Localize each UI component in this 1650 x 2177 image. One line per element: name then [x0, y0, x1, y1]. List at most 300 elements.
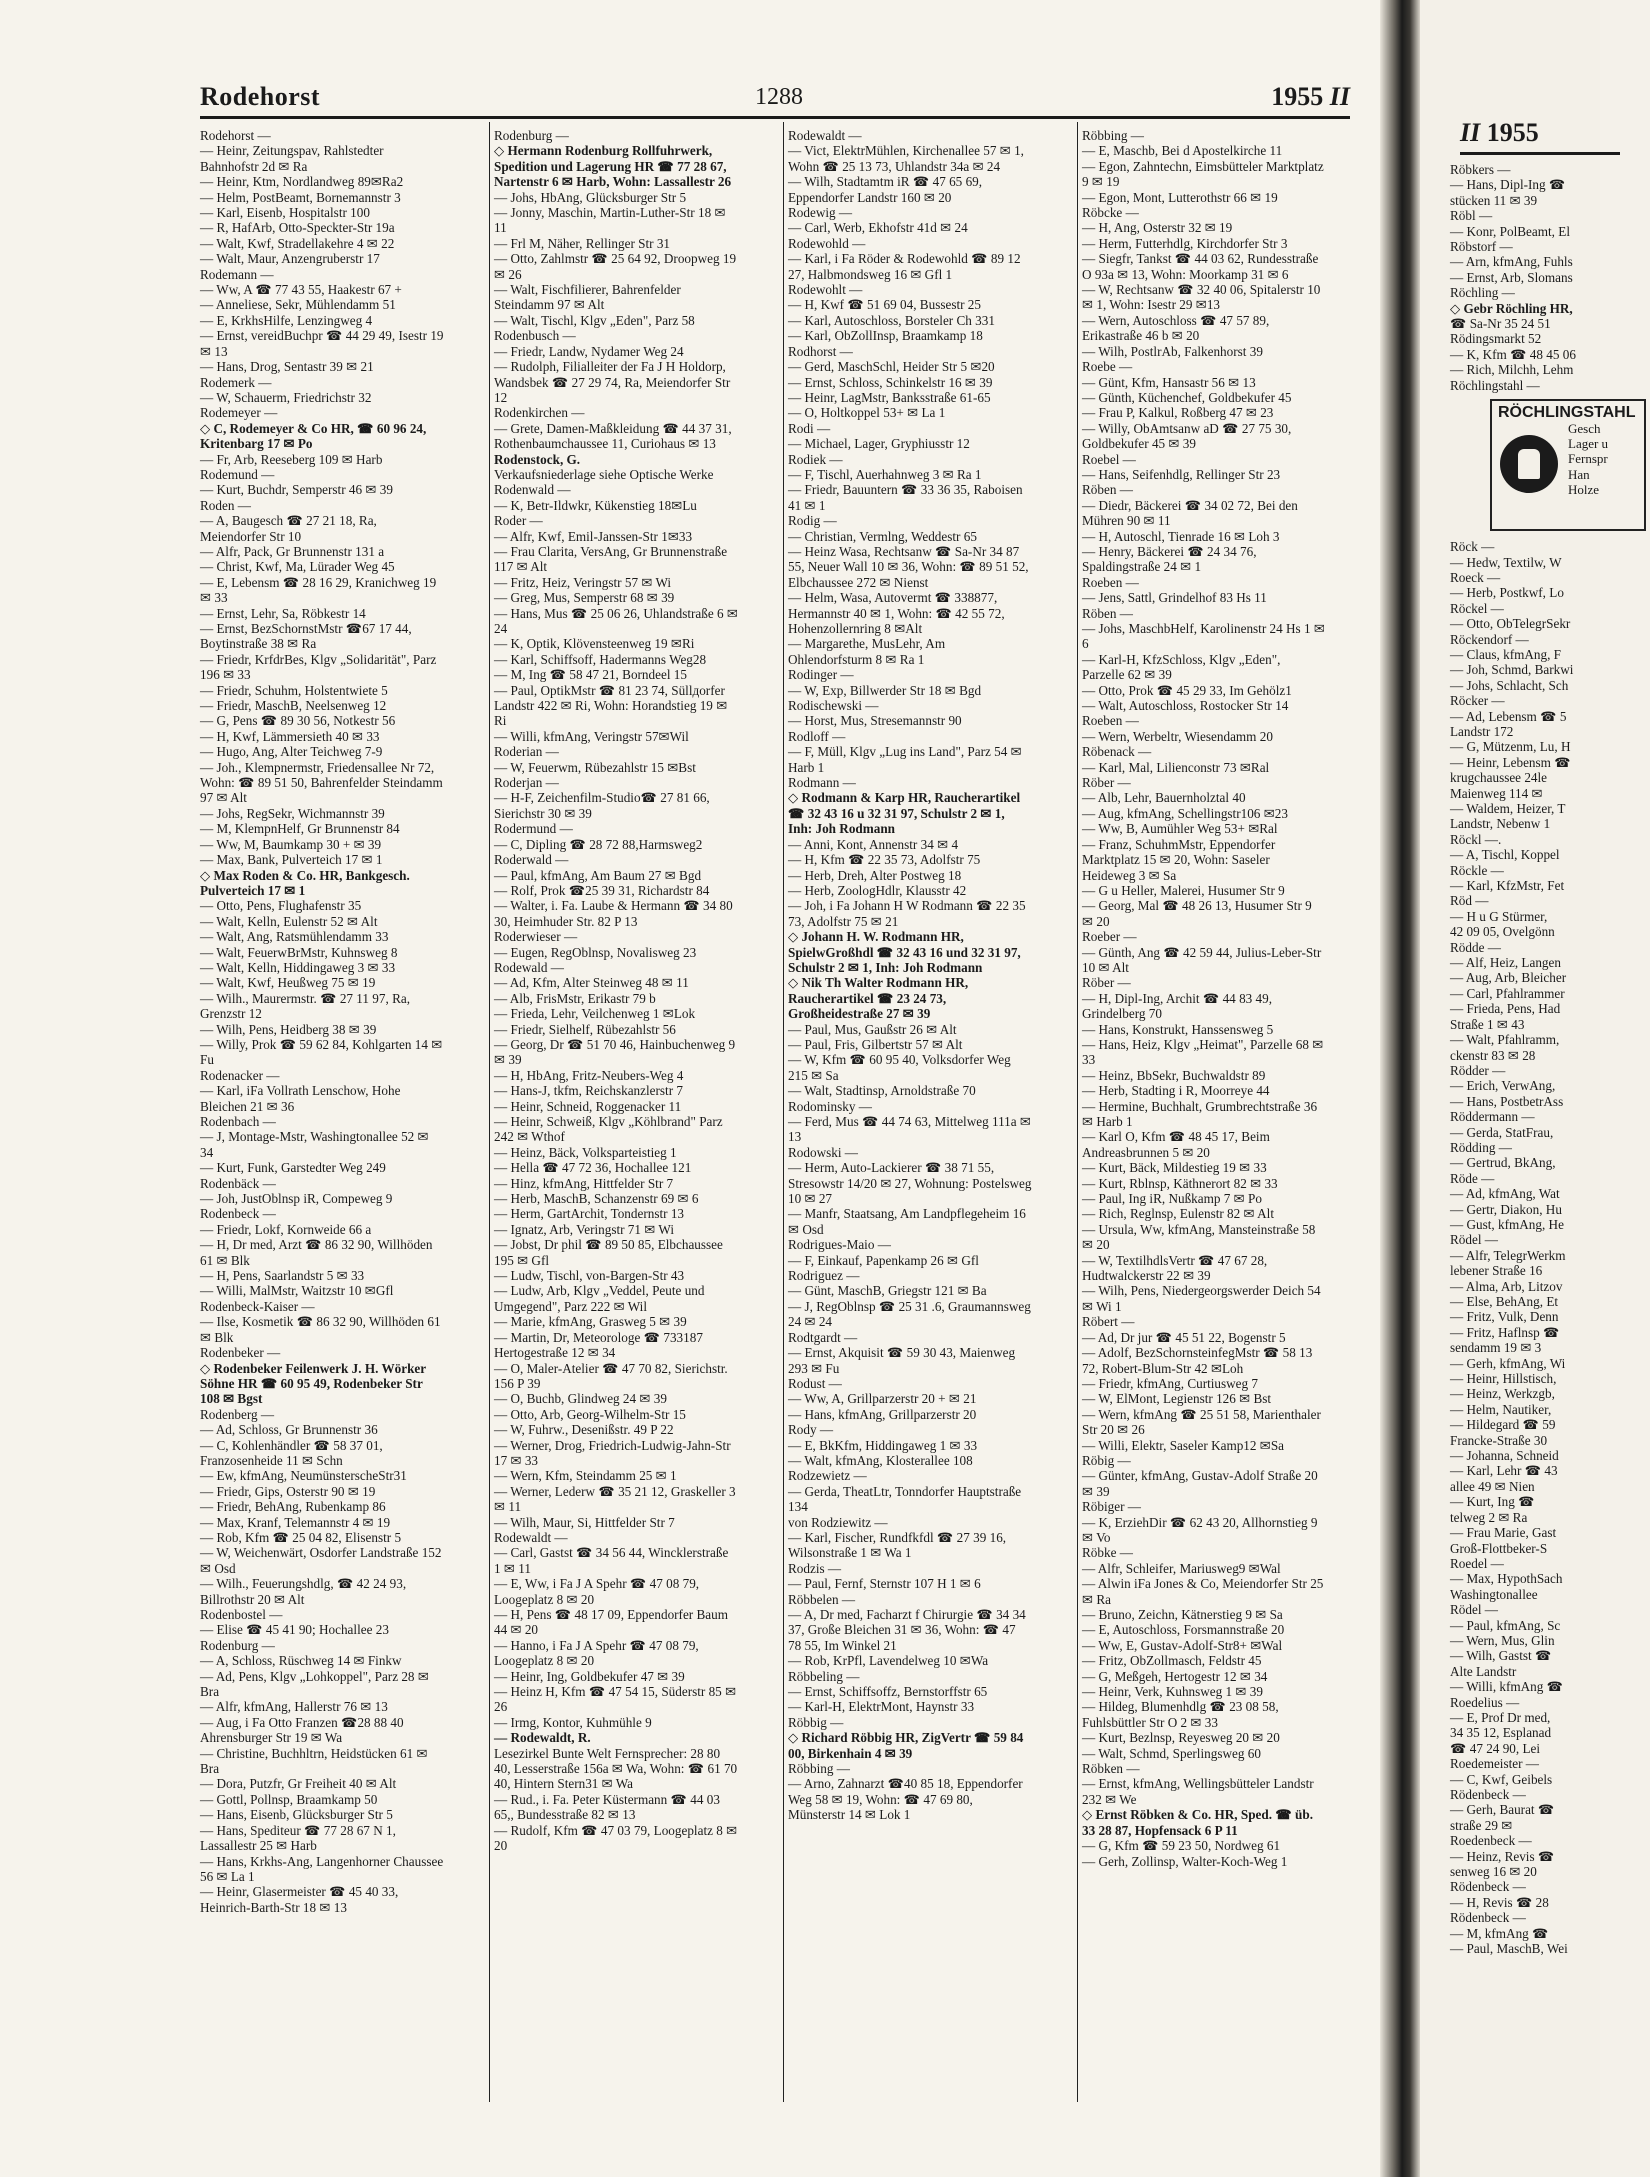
surname-heading: Rödel — — [1450, 1602, 1498, 1618]
surname-heading: Rodischewski — — [788, 698, 879, 714]
facing-page-header — [1460, 118, 1539, 148]
company-logo-icon — [1500, 435, 1558, 493]
directory-entry: — Karl, Schiffsoff, Hadermanns Weg28 — [494, 651, 707, 667]
surname-heading: Röddermann — — [1450, 1109, 1535, 1125]
surname-heading: Rodewohld — — [788, 235, 866, 251]
surname-heading: Rödding — — [1450, 1139, 1512, 1155]
roechling-advertisement — [1490, 399, 1646, 531]
ad-line: Han — [1568, 466, 1590, 482]
ad-line: Holze — [1568, 482, 1600, 498]
surname-heading: Rodenbusch — — [494, 328, 576, 344]
directory-entry: — Ludw, Tischl, von-Bargen-Str 43 — [494, 1268, 685, 1284]
surname-heading: Rodewald — — [494, 959, 564, 975]
directory-entry: — F, Tischl, Auerhahnweg 3 ✉ Ra 1 — [788, 466, 982, 482]
surname-heading: Roedemeister — — [1450, 1756, 1539, 1772]
directory-entry: — Hinz, kfmAng, Hittfelder Str 7 — [494, 1175, 674, 1191]
directory-entry: — Friedr, Landw, Nydamer Weg 24 — [494, 343, 684, 359]
directory-entry: — Walt, Kelln, Hiddingaweg 3 ✉ 33 — [200, 959, 396, 975]
directory-entry: — Gertrud, BkAng, — [1450, 1155, 1556, 1171]
directory-entry: — Hildeg, Blumenhdlg ☎ 23 08 58, Fuhlsbüttler Str O 2 ✉ 33 — [1082, 1699, 1279, 1730]
directory-entry: — O, Buchb, Glindweg 24 ✉ 39 — [494, 1391, 667, 1407]
directory-entry: Alte Landstr — [1450, 1663, 1517, 1679]
surname-heading: Rodi — — [788, 420, 831, 436]
directory-entry: — Hans, Konstrukt, Hanssensweg 5 — [1082, 1021, 1274, 1037]
surname-heading: Rodenbeck-Kaiser — — [200, 1298, 315, 1314]
surname-heading: Rodenbeker — — [200, 1345, 281, 1361]
directory-entry: — Günth, Ang ☎ 42 59 44, Julius-Leber-Str 10 ✉ Alt — [1082, 944, 1322, 975]
directory-entry: — Helm, Wasa, Autovermt ☎ 338877, Hermannstr 40 ✉ 1, Wohn: ☎ 42 55 72, Hohenzollernring 8 ✉Alt — [788, 590, 1005, 636]
surname-heading: Rodriguez — — [788, 1268, 860, 1284]
surname-heading: Röbenack — — [1082, 744, 1152, 760]
surname-heading: Rodinger — — [788, 667, 854, 683]
directory-entry: — Irmg, Kontor, Kuhmühle 9 — [494, 1714, 652, 1730]
directory-entry: — Wilh, Pens, Niedergeorgswerder Deich 54 ✉ Wi 1 — [1082, 1283, 1321, 1314]
directory-entry: — Walt, Kelln, Eulenstr 52 ✉ Alt — [200, 913, 378, 929]
column-divider — [783, 122, 784, 2102]
directory-entry: — O, Holtkoppel 53+ ✉ La 1 — [788, 405, 946, 421]
directory-entry: — Ad, Dr jur ☎ 45 51 22, Bogenstr 5 — [1082, 1329, 1286, 1345]
surname-heading: Röbl — — [1450, 208, 1493, 224]
directory-entry: — W, Weichenwärt, Osdorfer Landstraße 152 ✉ Osd — [200, 1545, 442, 1576]
directory-entry: — Willy, Prok ☎ 59 62 84, Kohlgarten 14 ✉ Fu — [200, 1036, 443, 1068]
directory-entry: — Anni, Kont, Annenstr 34 ✉ 4 — [788, 836, 959, 852]
ad-line: Lager u — [1568, 435, 1609, 451]
directory-entry: — Ernst, Schloss, Schinkelstr 16 ✉ 39 — [788, 374, 993, 390]
directory-entry: — A, Tischl, Koppel — [1450, 847, 1560, 863]
directory-entry: — Aug, Arb, Bleicher — [1450, 970, 1567, 986]
surname-heading: Roedel — — [1450, 1555, 1504, 1571]
directory-entry: — Wern, Mus, Glin — [1450, 1632, 1555, 1648]
surname-heading: Rodewaldt — — [494, 1529, 568, 1545]
surname-heading: Rodemerk — — [200, 374, 272, 390]
column-1 — [200, 128, 444, 1915]
directory-entry: — Wern, kfmAng ☎ 25 51 58, Marienthaler Str 20 ✉ 26 — [1082, 1406, 1321, 1438]
directory-entry: — K, Betr-Ildwkr, Kükenstieg 18✉Lu — [494, 497, 697, 513]
directory-entry: ◇ Ernst Röbken & Co. HR, Sped. ☎ üb. 33 28 87, Hopfensack 6 P 11 — [1082, 1807, 1314, 1838]
directory-entry: — H, Pens ☎ 48 17 09, Eppendorfer Baum 44 ✉ 20 — [494, 1607, 728, 1638]
directory-entry: — Helm, Nautiker, — [1450, 1401, 1552, 1417]
directory-entry: — Carl, Werb, Ekhofstr 41d ✉ 24 — [788, 220, 968, 236]
directory-entry: — Walt, Fischfilierer, Bahrenfelder Steindamm 97 ✉ Alt — [494, 282, 681, 313]
directory-entry: — Günth, Küchenchef, Goldbekufer 45 — [1082, 389, 1292, 405]
directory-entry: — Hans, Dipl-Ing ☎ — [1450, 177, 1566, 193]
surname-heading: Röbiger — — [1082, 1499, 1141, 1515]
directory-entry: — Horst, Mus, Stresemannstr 90 — [788, 713, 962, 729]
directory-entry: — Ww, A ☎ 77 43 55, Haakestr 67 + — [200, 282, 402, 298]
directory-entry: — Ww, E, Gustav-Adolf-Str8+ ✉Wal — [1082, 1637, 1283, 1653]
directory-entry: — C, Kohlenhändler ☎ 58 37 01, Franzosenheide 11 ✉ Schn — [200, 1437, 383, 1468]
directory-entry: — M, KlempnHelf, Gr Brunnenstr 84 — [200, 821, 400, 837]
directory-entry: — Ww, B, Aumühler Weg 53+ ✉Ral — [1082, 821, 1278, 837]
directory-entry: — Alb, Lehr, Bauernholztal 40 — [1082, 790, 1246, 806]
surname-heading: Rodenbeck — — [200, 1206, 276, 1222]
surname-heading: Röbstorf — — [1450, 239, 1513, 255]
directory-entry: — Johs, Schlacht, Sch — [1450, 677, 1569, 693]
directory-entry: — Walter, i. Fa. Laube & Hermann ☎ 34 80 30, Heimhuder Str. 82 P 13 — [494, 898, 733, 929]
directory-entry: — Herm, Auto-Lackierer ☎ 38 71 55, Stresowstr 14/20 ✉ 27, Wohnung: Postelsweg 10 ✉ 27 — [788, 1160, 1032, 1207]
directory-entry: — Helm, PostBeamt, Bornemannstr 3 — [200, 189, 401, 205]
page-header — [200, 72, 1350, 112]
directory-entry: — Heinz, Revis ☎ — [1450, 1848, 1555, 1864]
directory-entry: — Gerh, kfmAng, Wi — [1450, 1355, 1566, 1371]
directory-entry: — Willy, ObAmtsanw aD ☎ 27 75 30, Goldbekufer 45 ✉ 39 — [1082, 420, 1292, 452]
directory-entry: — Christian, Vermlng, Weddestr 65 — [788, 528, 977, 544]
directory-entry: — H, Dipl-Ing, Archit ☎ 44 83 49, Grindelberg 70 — [1082, 990, 1273, 1022]
directory-entry: — H, Ang, Osterstr 32 ✉ 19 — [1082, 220, 1233, 236]
surname-heading: Röbbelen — — [788, 1591, 856, 1607]
directory-entry: — Joh., Klempnermstr, Friedensallee Nr 72, Wohn: ☎ 89 51 50, Bahrenfelder Steindamm 97 ✉ Alt — [200, 759, 443, 806]
directory-entry: — R, HafArb, Otto-Speckter-Str 19a — [200, 220, 395, 236]
directory-entry: — Ernst, Lehr, Sa, Röbkestr 14 — [200, 605, 366, 621]
directory-entry: — Dora, Putzfr, Gr Freiheit 40 ✉ Alt — [200, 1776, 397, 1792]
surname-heading: Rodemeyer — — [200, 405, 278, 421]
directory-entry: — E, Prof Dr med, — [1450, 1709, 1551, 1725]
directory-entry: — Fritz, ObZollmasch, Feldstr 45 — [1082, 1653, 1262, 1669]
directory-entry: — Wilh, Gastst ☎ — [1450, 1648, 1552, 1664]
surname-heading: Röcker — — [1450, 693, 1505, 709]
directory-entry: — Wern, Kfm, Steindamm 25 ✉ 1 — [494, 1468, 677, 1484]
directory-entry: — Otto, Prok ☎ 45 29 33, Im Gehölz1 — [1082, 682, 1292, 698]
surname-heading: Rody — — [788, 1422, 834, 1438]
column-3 — [788, 128, 1032, 1823]
surname-heading: Röben — — [1082, 482, 1133, 498]
directory-entry: — E, KrkhsHilfe, Lenzingweg 4 — [200, 312, 373, 328]
column-divider — [1077, 122, 1078, 2102]
directory-entry: — Hans, Spediteur ☎ 77 28 67 N 1, Lassallestr 25 ✉ Harb — [200, 1822, 396, 1854]
directory-entry: — Jobst, Dr phil ☎ 89 50 85, Elbchaussee 195 ✉ Gfl — [494, 1237, 723, 1268]
surname-heading: Röbke — — [1082, 1545, 1133, 1561]
directory-entry: Röckl —. — [1450, 831, 1502, 847]
directory-entry: — H, HbAng, Fritz-Neubers-Weg 4 — [494, 1067, 684, 1083]
directory-entry: — Arno, Zahnarzt ☎40 85 18, Eppendorfer Weg 58 ✉ 19, Wohn: ☎ 47 69 80, Münsterstr 14 ✉ Lok 1 — [788, 1776, 1023, 1823]
directory-entry: krugchaussee 24le — [1450, 770, 1548, 786]
directory-entry: — Rob, Kfm ☎ 25 04 82, Elisenstr 5 — [200, 1529, 402, 1545]
directory-entry: — Ilse, Kosmetik ☎ 86 32 90, Willhöden 61 ✉ Blk — [200, 1314, 441, 1345]
directory-entry: — Ew, kfmAng, NeumünsterscheStr31 — [200, 1468, 407, 1484]
year-volume — [1271, 82, 1350, 112]
directory-entry: 42 09 05, Ovelgönn — [1450, 924, 1555, 940]
directory-entry: — Otto, Arb, Georg-Wilhelm-Str 15 — [494, 1406, 686, 1422]
directory-entry: — Johs, HbAng, Glücksburger Str 5 — [494, 189, 687, 205]
directory-entry: — Ernst, Akquisit ☎ 59 30 43, Maienweg 293 ✉ Fu — [788, 1345, 1016, 1376]
directory-entry: — Günter, kfmAng, Gustav-Adolf Straße 20 ✉ 39 — [1082, 1468, 1318, 1499]
directory-entry: — Otto, ObTelegrSekr — [1450, 616, 1571, 632]
directory-entry: — Christine, Buchhltrn, Heidstücken 61 ✉ Bra — [200, 1745, 428, 1777]
directory-entry: — Paul, Ing iR, Nußkamp 7 ✉ Po — [1082, 1191, 1262, 1207]
directory-entry: Lesezirkel Bunte Welt Fernsprecher: 28 80 40, Lesserstraße 156a ✉ Wa, Wohn: ☎ 61 70 40, Hintern Stern31 ✉ Wa — [494, 1745, 738, 1792]
directory-entry: — Heinr, Hillstisch, — [1450, 1371, 1557, 1387]
directory-entry: — W, Exp, Billwerder Str 18 ✉ Bgd — [788, 682, 982, 698]
surname-heading: Roderwald — — [494, 852, 569, 868]
directory-entry: — Ernst, kfmAng, Wellingsbütteler Landstr 232 ✉ We — [1082, 1776, 1314, 1807]
surname-heading: Rodzewietz — — [788, 1468, 867, 1484]
directory-entry: — Fritz, Vulk, Denn — [1450, 1309, 1559, 1325]
directory-entry: — Johs, RegSekr, Wichmannstr 39 — [200, 805, 385, 821]
directory-entry: — H, Pens, Saarlandstr 5 ✉ 33 — [200, 1268, 365, 1284]
directory-entry: — Walt, Schmd, Sperlingsweg 60 — [1082, 1745, 1261, 1761]
directory-entry: — Friedr, Bauuntern ☎ 33 36 35, Raboisen 41 ✉ 1 — [788, 482, 1023, 513]
surname-heading: Rodhorst — — [788, 343, 853, 359]
directory-entry: ◇ Max Roden & Co. HR, Bankgesch. Pulverteich 17 ✉ 1 — [200, 867, 410, 898]
directory-entry: — M, kfmAng ☎ — [1450, 1925, 1549, 1941]
directory-entry: — Erich, VerwAng, — [1450, 1078, 1556, 1094]
surname-heading: Rodominsky — — [788, 1098, 872, 1114]
directory-entry: — Walt, Stadtinsp, Arnoldstraße 70 — [788, 1083, 976, 1099]
directory-entry: — Karl O, Kfm ☎ 48 45 17, Beim Andreasbrunnen 5 ✉ 20 — [1082, 1129, 1270, 1160]
directory-entry: — Wilh, PostlrAb, Falkenhorst 39 — [1082, 343, 1263, 359]
ad-line: Gesch — [1568, 420, 1601, 436]
directory-entry: — Ursula, Ww, kfmAng, Mansteinstraße 58 ✉ 20 — [1082, 1221, 1316, 1253]
directory-entry: — Karl, iFa Vollrath Lenschow, Hohe Bleichen 21 ✉ 36 — [200, 1083, 401, 1114]
surname-heading: Rodenburg — — [494, 128, 569, 143]
directory-entry: — Fritz, Heiz, Veringstr 57 ✉ Wi — [494, 574, 672, 590]
directory-entry: ckenstr 83 ✉ 28 — [1450, 1047, 1536, 1063]
surname-heading: Roeben — — [1082, 574, 1139, 590]
directory-entry: — Ernst, Arb, Slomans — [1450, 269, 1573, 285]
directory-entry: — G, Mützenm, Lu, H — [1450, 739, 1571, 755]
directory-entry: — Arn, kfmAng, Fuhls — [1450, 254, 1573, 270]
directory-entry: — Joh, JustOblnsp iR, Compeweg 9 — [200, 1191, 393, 1207]
directory-entry: — Herb, MaschB, Schanzenstr 69 ✉ 6 — [494, 1191, 699, 1207]
directory-entry: — W, Schauerm, Friedrichstr 32 — [200, 389, 372, 405]
directory-entry: — Hans, Eisenb, Glücksburger Str 5 — [200, 1807, 393, 1823]
directory-entry: — Elise ☎ 45 41 90; Hochallee 23 — [200, 1622, 389, 1638]
directory-entry: ◇ Johann H. W. Rodmann HR, SpielwGroßhdl ☎ 32 43 16 und 32 31 97, Schulstr 2 ✉ 1, Inh: Joh Rodmann — [788, 929, 1021, 975]
directory-entry: — Johs, MaschbHelf, Karolinenstr 24 Hs 1 ✉ 6 — [1082, 621, 1325, 652]
directory-entry: — Johanna, Schneid — [1450, 1448, 1559, 1464]
directory-entry: — Hans, Krkhs-Ang, Langenhorner Chaussee 56 ✉ La 1 — [200, 1853, 444, 1884]
surname-heading: Roebel — — [1082, 451, 1136, 467]
directory-entry: — Konr, PolBeamt, El — [1450, 223, 1570, 239]
directory-entry: — Max, Kranf, Telemannstr 4 ✉ 19 — [200, 1514, 391, 1530]
directory-entry: — Wilh, Maur, Si, Hittfelder Str 7 — [494, 1514, 675, 1530]
directory-entry: — Willi, MalMstr, Waitzstr 10 ✉Gfl — [200, 1283, 394, 1299]
directory-entry: — Heinz Wasa, Rechtsanw ☎ Sa-Nr 34 87 55, Neuer Wall 10 ✉ 36, Wohn: ☎ 89 51 52, Elbchaussee 272 ✉ Nienst — [788, 543, 1029, 590]
directory-entry: — Willi, kfmAng, Veringstr 57✉Wil — [494, 728, 689, 744]
directory-entry: — Alwin iFa Jones & Co, Meiendorfer Str 25 ✉ Ra — [1082, 1576, 1324, 1607]
surname-heading: Rodiek — — [788, 451, 843, 467]
directory-entry: — Joh, i Fa Johann H W Rodmann ☎ 22 35 73, Adolfstr 75 ✉ 21 — [788, 898, 1026, 929]
directory-entry: — Heinr, Zeitungspav, Rahlstedter Bahnhofstr 2d ✉ Ra — [200, 143, 384, 174]
directory-entry: — Martin, Dr, Meteorologe ☎ 733187 Hertogestraße 12 ✉ 34 — [494, 1329, 703, 1361]
directory-entry: — Rich, Milchh, Lehm — [1450, 362, 1574, 378]
directory-entry: — Kurt, Ing ☎ — [1450, 1494, 1535, 1510]
directory-entry: — Ernst, vereidBuchpr ☎ 44 29 49, Isestr 19 ✉ 13 — [200, 328, 444, 359]
directory-entry: — Werner, Lederw ☎ 35 21 12, Graskeller 3 ✉ 11 — [494, 1483, 736, 1515]
directory-entry: — Alfr, Kwf, Emil-Janssen-Str 1✉33 — [494, 528, 693, 544]
directory-entry: — Fr, Arb, Reeseberg 109 ✉ Harb — [200, 451, 383, 467]
directory-entry: — Wern, Autoschloss ☎ 47 57 89, Erikastraße 46 b ✉ 20 — [1082, 312, 1270, 344]
book-spine-shadow — [1380, 0, 1420, 2177]
surname-heading: Rodemann — — [200, 266, 274, 282]
directory-entry: — Frieda, Lehr, Veilchenweg 1 ✉Lok — [494, 1006, 696, 1022]
surname-heading: Röckel — — [1450, 600, 1504, 616]
surname-heading: Röbbig — — [788, 1714, 844, 1730]
directory-entry: — Paul, kfmAng, Am Baum 27 ✉ Bgd — [494, 867, 702, 883]
directory-entry: — Frau P, Kalkul, Roßberg 47 ✉ 23 — [1082, 405, 1274, 421]
directory-entry: — Walt, kfmAng, Klosterallee 108 — [788, 1452, 973, 1468]
surname-heading: Rodewig — — [788, 205, 853, 221]
directory-entry: — A, Baugesch ☎ 27 21 18, Ra, Meiendorfer Str 10 — [200, 513, 377, 544]
surname-heading: Rodenbach — — [200, 1114, 276, 1129]
directory-entry: — W, Feuerwm, Rübezahlstr 15 ✉Bst — [494, 759, 696, 775]
directory-entry: — Alfr, Schleifer, Mariusweg9 ✉Wal — [1082, 1560, 1281, 1576]
surname-heading: Rodmann — — [788, 775, 856, 791]
directory-entry: — Heinr, LagMstr, Banksstraße 61-65 — [788, 389, 991, 405]
directory-entry: — Jens, Sattl, Grindelhof 83 Hs 11 — [1082, 590, 1267, 606]
directory-entry: — Ad, Pens, Klgv „Lohkoppel", Parz 28 ✉ Bra — [200, 1668, 429, 1700]
directory-entry: — Werner, Drog, Friedrich-Ludwig-Jahn-Str 17 ✉ 33 — [494, 1437, 731, 1468]
directory-entry: — Ernst, BezSchornstMstr ☎67 17 44, Boytinstraße 38 ✉ Ra — [200, 621, 412, 652]
directory-entry: straße 29 ✉ — [1450, 1817, 1513, 1833]
surname-heading: Rodenberg — — [200, 1406, 275, 1422]
directory-entry: lebener Straße 16 — [1450, 1263, 1543, 1279]
directory-entry: — Willi, Elektr, Saseler Kamp12 ✉Sa — [1082, 1437, 1285, 1453]
directory-entry: — Herb, Stadting i R, Moorreye 44 — [1082, 1083, 1270, 1099]
surname-heading: Rodewaldt — — [788, 128, 862, 143]
directory-entry: — Hans, Mus ☎ 25 06 26, Uhlandstraße 6 ✉ 24 — [494, 605, 738, 636]
surname-heading: Röbbing — — [1082, 128, 1144, 143]
directory-entry: — Rudolf, Kfm ☎ 47 03 79, Loogeplatz 8 ✉ 20 — [494, 1822, 738, 1854]
directory-entry: — Ludw, Arb, Klgv „Veddel, Peute und Umgegend", Parz 222 ✉ Wil — [494, 1283, 705, 1314]
directory-entry: — Günt, Kfm, Hansastr 56 ✉ 13 — [1082, 374, 1256, 390]
directory-entry: — K, ErziehDir ☎ 62 43 20, Allhornstieg 9 ✉ Vo — [1082, 1514, 1318, 1545]
directory-entry: — Kurt, Rblnsp, Käthnerort 82 ✉ 33 — [1082, 1175, 1278, 1191]
directory-entry: — Ww, M, Baumkamp 30 + ✉ 39 — [200, 836, 382, 852]
directory-entry: — H, Autoschl, Tienrade 16 ✉ Loh 3 — [1082, 528, 1280, 544]
directory-entry: — Hans, kfmAng, Grillparzerstr 20 — [788, 1406, 977, 1422]
directory-entry: — Georg, Dr ☎ 51 70 46, Hainbuchenweg 9 ✉ 39 — [494, 1036, 736, 1068]
directory-entry: — Kurt, Bäck, Mildestieg 19 ✉ 33 — [1082, 1160, 1267, 1176]
page-number: 1288 — [755, 84, 803, 110]
directory-entry: senweg 16 ✉ 20 — [1450, 1864, 1537, 1880]
directory-entry: — Ignatz, Arb, Veringstr 71 ✉ Wi — [494, 1221, 674, 1237]
directory-entry: — Paul, Mus, Gaußstr 26 ✉ Alt — [788, 1021, 957, 1037]
surname-heading: Roebe — — [1082, 359, 1133, 375]
directory-entry: — K, Kfm ☎ 48 45 06 — [1450, 346, 1576, 362]
surname-heading: Rodewohlt — — [788, 282, 863, 298]
directory-entry: — Ad, Lebensm ☎ 5 — [1450, 708, 1567, 724]
directory-entry: — Heinr, Ing, Goldbekufer 47 ✉ 39 — [494, 1668, 685, 1684]
directory-entry: — Alma, Arb, Litzov — [1450, 1278, 1563, 1294]
directory-entry: Verkaufsniederlage siehe Optische Werke — [494, 466, 714, 482]
surname-heading: Röd — — [1450, 893, 1489, 909]
surname-heading: Rodrigues-Maio — — [788, 1237, 891, 1253]
surname-heading: Röckle — — [1450, 862, 1504, 878]
directory-entry: stücken 11 ✉ 39 — [1450, 192, 1538, 208]
surname-heading: Rodzis — — [788, 1560, 842, 1576]
directory-entry: — G, Meßgeh, Hertogestr 12 ✉ 34 — [1082, 1668, 1268, 1684]
directory-entry: — Paul, OptikMstr ☎ 81 23 74, Süllдorfer Landstr 422 ✉ Ri, Wohn: Horandstieg 19 ✉ Ri — [494, 682, 728, 729]
surname-heading: Roderian — — [494, 744, 559, 760]
surname-heading: Rodenbostel — — [200, 1607, 283, 1622]
directory-entry: — Wilh, Stadtamtm iR ☎ 47 65 69, Eppendorfer Landstr 160 ✉ 20 — [788, 174, 983, 205]
directory-entry: — E, Maschb, Bei d Apostelkirche 11 — [1082, 143, 1283, 159]
surname-heading: Roden — — [200, 497, 251, 513]
directory-entry: — Siegfr, Tankst ☎ 44 03 62, Rundesstraße O 93a ✉ 13, Wohn: Moorkamp 31 ✉ 6 — [1082, 251, 1319, 282]
directory-entry: — E, BkKfm, Hiddingaweg 1 ✉ 33 — [788, 1437, 978, 1453]
directory-entry: — Hedw, Textilw, W — [1450, 554, 1562, 570]
directory-entry: — Marie, kfmAng, Grasweg 5 ✉ 39 — [494, 1314, 687, 1330]
directory-entry: — Georg, Mal ☎ 48 26 13, Husumer Str 9 ✉ 20 — [1082, 898, 1312, 929]
surname-heading: Röben — — [1082, 605, 1133, 621]
surname-heading: Rodermund — — [494, 821, 573, 837]
directory-entry: ◇ Richard Röbbig HR, ZigVertr ☎ 59 84 00, Birkenhain 4 ✉ 39 — [788, 1730, 1024, 1761]
facing-page — [1420, 0, 1636, 2177]
column-4 — [1082, 128, 1326, 1869]
directory-entry: — W, TextilhdlsVertr ☎ 47 67 28, Hudtwalckerstr 22 ✉ 39 — [1082, 1252, 1268, 1284]
directory-entry: — C, Dipling ☎ 28 72 88,Harmsweg2 — [494, 836, 703, 852]
directory-entry: — Friedr, kfmAng, Curtiusweg 7 — [1082, 1375, 1259, 1391]
directory-entry: — Hans, Heiz, Klgv „Heimat", Parzelle 68 ✉ 33 — [1082, 1036, 1324, 1068]
directory-entry: 34 35 12, Esplanad — [1450, 1725, 1552, 1741]
directory-entry: — A, Schloss, Rüschweg 14 ✉ Finkw — [200, 1653, 402, 1669]
surname-heading: Rodehorst — — [200, 128, 271, 143]
directory-entry: — Manfr, Staatsang, Am Landpflegeheim 16 ✉ Osd — [788, 1206, 1026, 1237]
directory-entry: — Rodewaldt, R. — [494, 1730, 591, 1746]
directory-entry: — W, Rechtsanw ☎ 32 40 06, Spitalerstr 10 ✉ 1, Wohn: Isestr 29 ✉13 — [1082, 282, 1321, 313]
directory-entry: — Ad, kfmAng, Wat — [1450, 1186, 1560, 1202]
surname-heading: Rodenwald — — [494, 482, 571, 498]
surname-heading: Rödel — — [1450, 1232, 1498, 1248]
directory-entry: — A, Dr med, Facharzt f Chirurgie ☎ 34 34 37, Große Bleichen 31 ✉ 36, Wohn: ☎ 47 78 55, Im Winkel 21 — [788, 1607, 1026, 1653]
directory-entry: — Kurt, Bezlnsp, Reyesweg 20 ✉ 20 — [1082, 1730, 1280, 1746]
directory-entry: — Heinr, Schneid, Roggenacker 11 — [494, 1098, 682, 1114]
directory-entry: — Ww, A, Grillparzerstr 20 + ✉ 21 — [788, 1391, 977, 1407]
directory-entry: — E, Lebensm ☎ 28 16 29, Kranichweg 19 ✉ 33 — [200, 574, 437, 606]
directory-entry: ◇ Rodenbeker Feilenwerk J. H. Wörker Söhne HR ☎ 60 95 49, Rodenbeker Str 108 ✉ Bgst — [200, 1360, 426, 1407]
directory-entry: — Hanno, i Fa J A Spehr ☎ 47 08 79, Loogeplatz 8 ✉ 20 — [494, 1637, 699, 1669]
directory-entry: — Gerh, Baurat ☎ — [1450, 1802, 1555, 1818]
surname-heading: Rödenbeck — — [1450, 1879, 1526, 1895]
directory-entry: — C, Kwf, Geibels — [1450, 1771, 1553, 1787]
directory-entry: — G, Pens ☎ 89 30 56, Notkestr 56 — [200, 713, 396, 729]
directory-entry: — Frl M, Näher, Rellinger Str 31 — [494, 235, 671, 251]
directory-entry: — Michael, Lager, Gryphiusstr 12 — [788, 436, 970, 452]
directory-entry: — Günt, MaschB, Griegstr 121 ✉ Ba — [788, 1283, 987, 1299]
directory-entry: Washingtonallee — [1450, 1586, 1538, 1602]
directory-entry: — Friedr, KrfdrBes, Klgv „Solidarität", Parz 196 ✉ 33 — [200, 651, 437, 683]
directory-entry: — Karl, Fischer, Rundfkfdl ☎ 27 39 16, Wilsonstraße 1 ✉ Wa 1 — [788, 1529, 1007, 1561]
directory-entry: — Claus, kfmAng, F — [1450, 646, 1561, 662]
directory-entry: — Heinr, Ktm, Nordlandweg 89✉Ra2 — [200, 174, 404, 190]
directory-entry: — Egon, Mont, Lutterothstr 66 ✉ 19 — [1082, 189, 1278, 205]
directory-entry: — Heinz, Bäck, Volksparteistieg 1 — [494, 1144, 677, 1160]
directory-entry: — Gertr, Diakon, Hu — [1450, 1201, 1562, 1217]
directory-entry: — Walt, Maur, Anzengruberstr 17 — [200, 251, 380, 267]
directory-entry: — Carl, Gastst ☎ 34 56 44, Wincklerstraße 1 ✉ 11 — [494, 1545, 729, 1576]
directory-entry: — Friedr, MaschB, Neelsenweg 12 — [200, 698, 387, 714]
surname-heading: Röbig — — [1082, 1452, 1131, 1468]
directory-entry: — Herm, GartArchit, Tondernstr 13 — [494, 1206, 685, 1222]
directory-entry: telweg 2 ✉ Ra — [1450, 1509, 1528, 1525]
directory-entry: ◇ Hermann Rodenburg Rollfuhrwerk, Spedition und Lagerung HR ☎ 77 28 67, Nartenstr 6 ✉ Harb, Wohn: Lassallestr 26 — [494, 143, 732, 190]
directory-entry: Rodenstock, G. — [494, 451, 581, 467]
surname-heading: Rödenbeck — — [1450, 1910, 1526, 1926]
directory-entry: — Heinz, Werkzgb, — [1450, 1386, 1555, 1402]
directory-entry: — Paul, kfmAng, Sc — [1450, 1617, 1561, 1633]
directory-entry: — E, Autoschloss, Forsmannstraße 20 — [1082, 1622, 1285, 1638]
directory-entry: — Friedr, BehAng, Rubenkamp 86 — [200, 1499, 386, 1515]
directory-entry: — Gerh, Zollinsp, Walter-Koch-Weg 1 — [1082, 1853, 1288, 1869]
directory-entry: — Friedr, Schuhm, Holstentwiete 5 — [200, 682, 388, 698]
directory-entry: — H, Kwf, Lämmersieth 40 ✉ 33 — [200, 728, 380, 744]
directory-entry: — Heinr, Verk, Kuhnsweg 1 ✉ 39 — [1082, 1684, 1263, 1700]
directory-entry: — W, ElMont, Legienstr 126 ✉ Bst — [1082, 1391, 1272, 1407]
directory-entry: — Walt, FeuerwBrMstr, Kuhnsweg 8 — [200, 944, 398, 960]
directory-entry: — Kurt, Buchdr, Semperstr 46 ✉ 39 — [200, 482, 393, 498]
directory-entry: — Rolf, Prok ☎25 39 31, Richardstr 84 — [494, 882, 710, 898]
